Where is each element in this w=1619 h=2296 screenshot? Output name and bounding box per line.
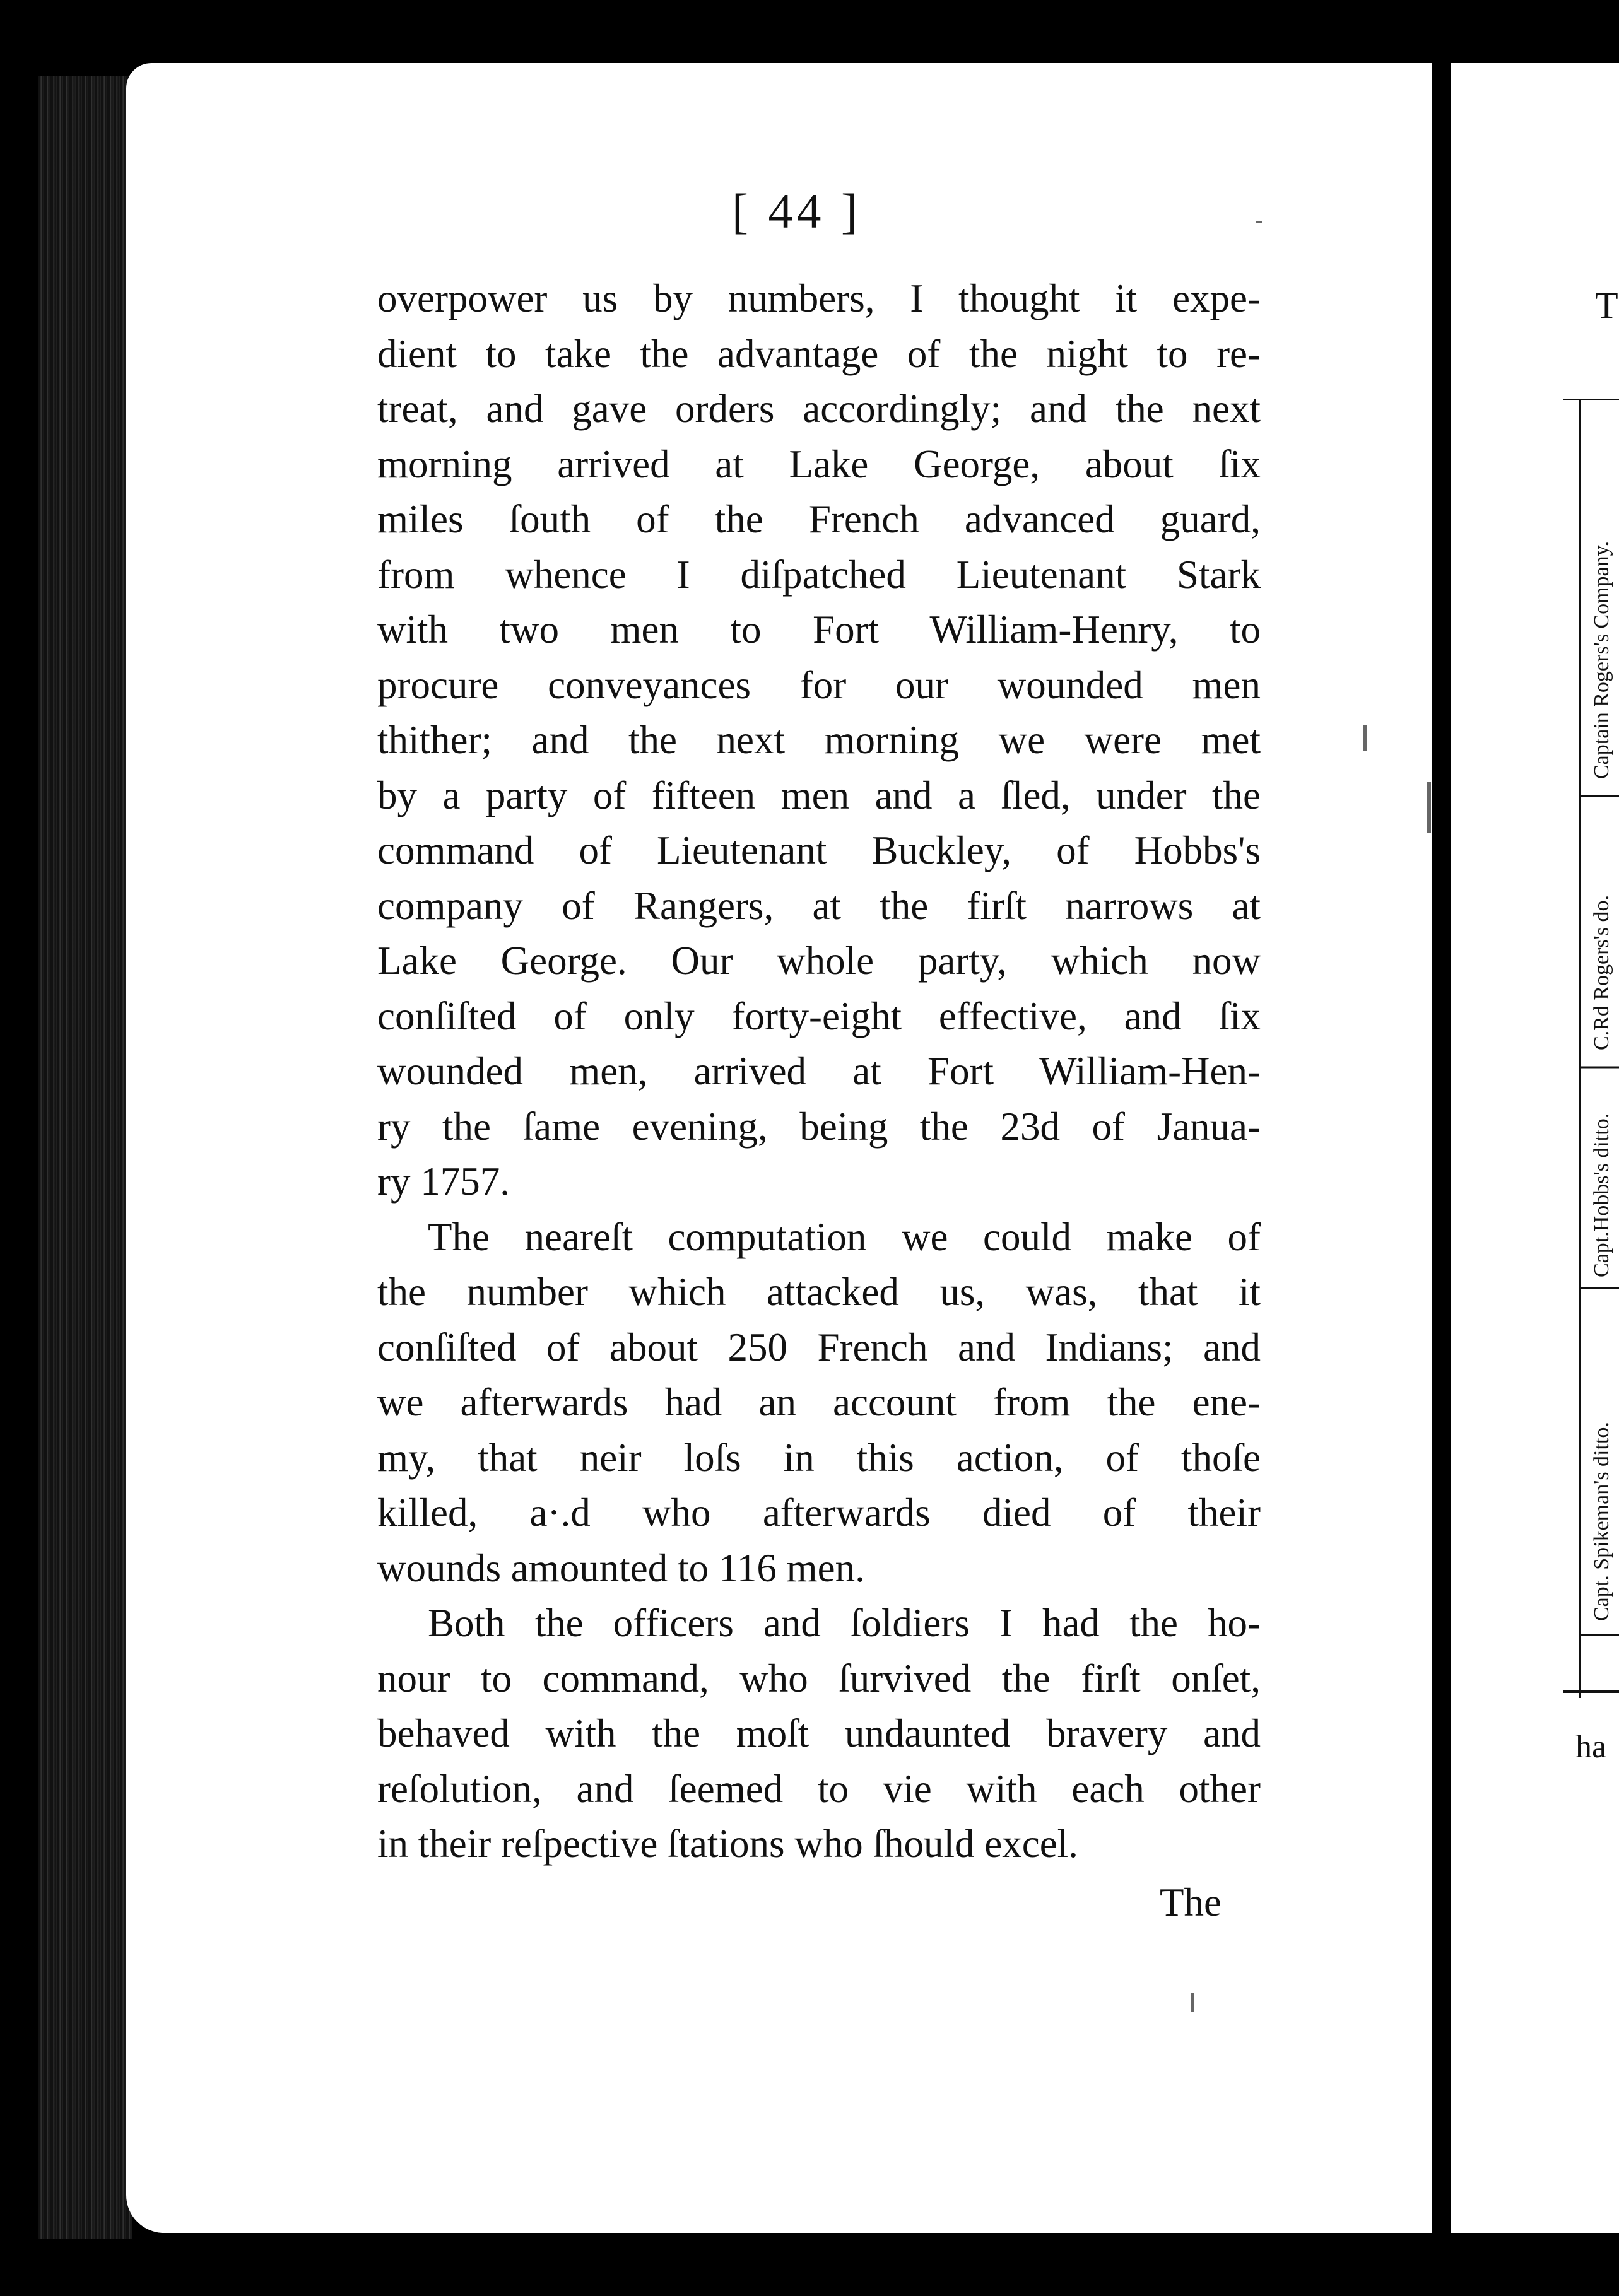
text-line: overpower us by numbers, I thought it expe- [377,276,1261,320]
text-line: with two men to Fort William-Henry, to [377,607,1261,652]
text-line: reſolution, and ſeemed to vie with each other [377,1766,1261,1811]
text-line: company of Rangers, at the firſt narrows at [377,883,1261,928]
body-text [377,271,1261,1872]
text-line: dient to take the advantage of the night to re- [377,331,1261,376]
text-line: by a party of fifteen men and a ſled, under the [377,773,1261,817]
text-line: the number which attacked us, was, that it [377,1270,1261,1314]
text-line: we afterwards had an account from the ene- [377,1380,1261,1424]
table-header-spikeman: Capt. Spikeman's ditto. [1590,1422,1613,1621]
table-header-rogers-company: Captain Rogers's Company. [1590,541,1613,779]
scan-mark [1427,782,1431,833]
table-header-hobbs: Capt.Hobbs's ditto. [1590,1113,1613,1277]
text-line: wounded men, arrived at Fort William-Hen- [377,1049,1261,1093]
text-line: wounds amounted to 116 men. [377,1545,865,1590]
text-line: ry 1757. [377,1159,510,1204]
text-line: miles ſouth of the French advanced guard, [377,497,1261,541]
text-line: morning arrived at Lake George, about ſix [377,442,1261,486]
scan-mark [1256,221,1262,223]
text-line: Lake George. Our whole party, which now [377,939,1261,983]
text-line: ry the ſame evening, being the 23d of Janua- [377,1104,1261,1149]
text-line: from whence I diſpatched Lieutenant Stark [377,552,1261,597]
text-line: conſiſted of only forty-eight effective, and ſix [377,993,1261,1038]
text-line: nour to command, who ſurvived the firſt onſet, [377,1656,1261,1701]
text-line: thither; and the next morning we were met [377,718,1261,762]
facing-page-heading-fragment: T [1595,284,1618,326]
text-line: killed, a·.d who afterwards died of their [377,1491,1261,1535]
table-header-rd-rogers: C.Rd Rogers's do. [1590,894,1613,1050]
scan-mark [1191,1993,1194,2012]
catchword: The [1160,1880,1222,1924]
text-line: procure conveyances for our wounded men [377,662,1261,707]
text-line: treat, and gave orders accordingly; and the next [377,387,1261,431]
scan-mark [1363,725,1367,751]
page-number: [ 44 ] [732,184,861,238]
page-gutter [1432,50,1445,2233]
paragraph-first-line: Both the officers and ſoldiers I had the ho- [428,1601,1261,1645]
text-line: behaved with the moſt undaunted bravery and [377,1711,1261,1755]
text-line: command of Lieutenant Buckley, of Hobbs's [377,828,1261,872]
text-line: in their reſpective ſtations who ſhould excel. [377,1822,1078,1866]
paragraph-first-line: The neareſt computation we could make of [428,1214,1261,1259]
text-line: my, that neir loſs in this action, of thoſe [377,1435,1261,1480]
facing-page-text-fragment: ha [1575,1729,1607,1765]
book-page-edges [38,76,132,2239]
text-line: conſiſted of about 250 French and Indians; and [377,1325,1261,1369]
